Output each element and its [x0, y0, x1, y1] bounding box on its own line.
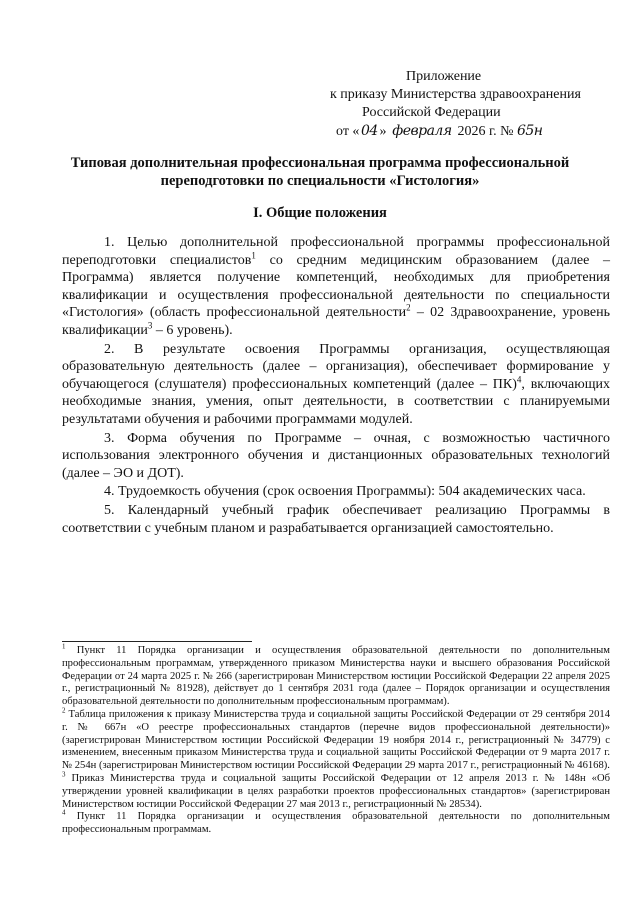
footnote-text: Таблица приложения к приказу Министерства труда и социальной защиты Российской Федерации от 29 сентября 2014 г. № 667н «О реестре профессиональных стандартов (перечне видов профессиональной деятельности)» (зарегистрирован Министерством юстиции Российской Федерации 19 ноября 2014 г., регистрационный № 34779) с изменением, внесенным приказом Министерства труда и социальной защиты Российской Федерации от 9 марта 2017 г. № 254н (зарегистрирован Министерством юстиции Российской Федерации 29 марта 2017 г., регистрационный № 46168).: [62, 708, 610, 772]
footnote-number: 4: [62, 808, 66, 817]
footnote-3: [62, 770, 610, 811]
footnote-number: 3: [62, 770, 66, 779]
section-heading: I. Общие положения: [253, 205, 387, 221]
footnote-divider: [62, 641, 252, 642]
document-body: [62, 234, 610, 538]
order-country: Российской Федерации: [362, 105, 501, 120]
footnote-ref: 1: [251, 249, 256, 260]
paragraph-2: [62, 341, 610, 429]
footnote-ref: 4: [516, 374, 522, 385]
footnote-1: [62, 642, 610, 709]
paragraph-4: 4. Трудоемкость обучения (срок освоения Программы): 504 академических часа.: [104, 484, 586, 500]
footnote-number: 1: [62, 642, 66, 651]
date-prefix: от «: [336, 124, 360, 139]
paragraph-5: 5. Календарный учебный график обеспечивает реализацию Программы в соответствии с учебным планом и разрабатывается организацией самостоятельно.: [62, 502, 610, 536]
footnote-text: Пункт 11 Порядка организации и осуществления образовательной деятельности по дополнительным профессиональным программам.: [62, 811, 610, 836]
paragraph-1-text-c: – 02 Здравоохранение, уровень квалификации: [62, 305, 611, 338]
footnote-number: 2: [62, 706, 66, 715]
paragraph-1-text-a: 1. Целью дополнительной профессиональной программы профессиональной переподготовки специалистов: [62, 235, 610, 268]
paragraph-1: [62, 234, 610, 340]
footnote-ref: 3: [147, 320, 153, 331]
paragraph-3: 3. Форма обучения по Программе – очная, с возможностью частичного использования электронного обучения и дистанционных образовательных технологий (далее – ЭО и ДОТ).: [62, 430, 610, 481]
document-title: Типовая дополнительная профессиональная программа профессиональной переподготовки по специальности «Гистология»: [70, 155, 570, 189]
footnote-ref: 2: [406, 302, 411, 313]
appendix-label: Приложение: [406, 69, 482, 84]
footnote-2: [62, 706, 610, 773]
paragraph-2-text-a: 2. В результате освоения Программы организация, осуществляющая образовательную деятельность (далее – организация), обеспечивает формирование у обучающегося (слушателя) профессиональных компетенций (далее – ПК): [62, 341, 610, 392]
footnote-text: Пункт 11 Порядка организации и осуществления образовательной деятельности по дополнительным профессиональным программам, утвержденного приказом Министерства науки и высшего образования Российской Федерации от 24 марта 2025 г. № 266 (зарегистрирован Министерством юстиции Российской Федерации 22 апреля 2025 г., регистрационный № 81928), действует до 1 сентября 2031 года (далее – Порядок организации и осуществления образовательной деятельности по дополнительным профессиональным программам).: [62, 645, 610, 708]
appendix-header: [330, 68, 610, 141]
footnotes: [62, 642, 610, 837]
footnote-4: [62, 808, 610, 837]
order-date-line: [330, 122, 610, 141]
handwritten-month: февраля: [392, 123, 452, 139]
handwritten-order-number: 65н: [516, 123, 543, 139]
date-year: 2026 г. №: [453, 124, 517, 139]
paragraph-1-text-d: – 6 уровень).: [152, 322, 233, 338]
paragraph-2-text-b: , включающих необходимые знания, умения, опыт деятельности, в соответствии с планируемыми результатами обучения и рабочими программами модулей.: [62, 376, 611, 427]
date-mid: »: [379, 124, 390, 139]
order-issuer: к приказу Министерства здравоохранения: [330, 87, 581, 102]
handwritten-day: 04: [361, 123, 378, 139]
paragraph-1-text-b: со средним медицинским образованием (далее – Программа) является получение компетенций, необходимых для приобретения квалификации и осуществления профессиональной деятельности по специальности «Гистология» (область профессиональной деятельности: [62, 252, 611, 321]
footnote-text: Приказ Министерства труда и социальной защиты Российской Федерации от 12 апреля 2013 г. № 148н «Об утверждении уровней квалификации в целях разработки проектов профессиональных стандартов» (зарегистрирован Министерством юстиции Российской Федерации 27 мая 2013 г., регистрационный № 28534).: [62, 772, 610, 810]
